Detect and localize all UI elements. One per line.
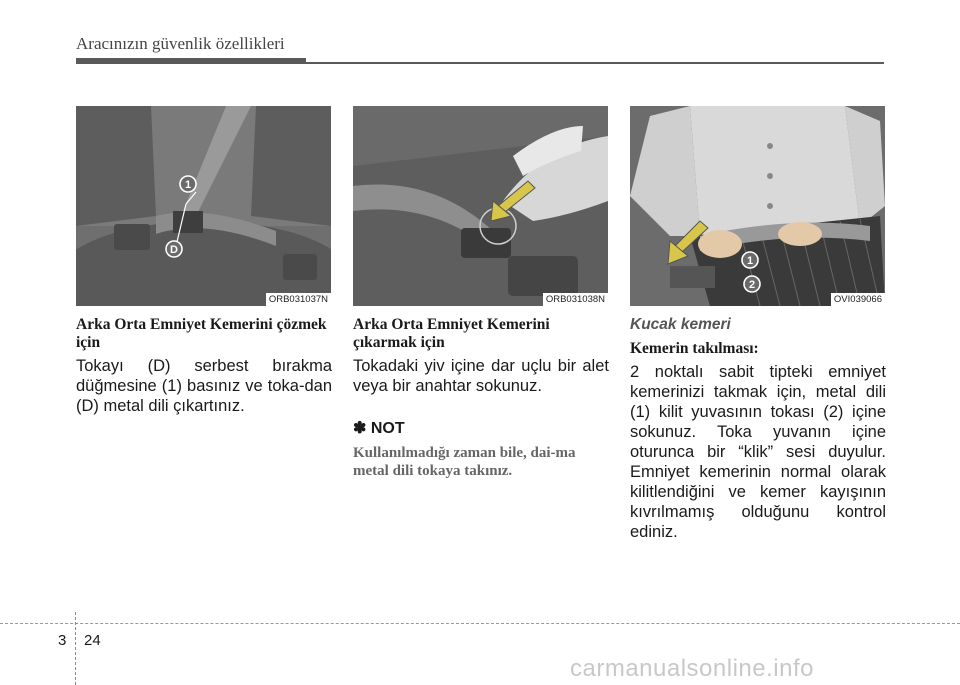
callout-1-icon	[740, 250, 760, 270]
image-code: OVI039066	[831, 293, 885, 306]
callout-1-icon	[178, 174, 198, 194]
note-body: Kullanılmadığı zaman bile, dai-ma metal dili tokaya takınız.	[353, 445, 576, 479]
column-left	[76, 316, 332, 416]
footer-divider	[75, 612, 76, 685]
section-body: Tokayı (D) serbest bırakma düğmesine (1) basınız ve toka-dan (D) metal dili çıkartınız.	[76, 357, 332, 415]
section-body: 2 noktalı sabit tipteki emniyet kemerinizi takmak için, metal dili (1) kilit yuvasının tokası (2) içine sokunuz. Toka yuvanın içine oturunca bir “klik” sesi duyulur. Emniyet kemerinin normal olarak kilitlendiğini ve kemer kayışının kıvrılmamış olduğunu kontrol ediniz.	[630, 363, 886, 541]
callout-d-icon	[164, 239, 184, 259]
section-body: Tokadaki yiv içine dar uçlu bir alet veya bir anahtar sokunuz.	[353, 357, 609, 395]
callout-2-icon	[742, 274, 762, 294]
svg-text:1: 1	[746, 255, 754, 267]
photo-buckle-removal	[353, 106, 608, 306]
column-right	[630, 316, 886, 542]
svg-text:D: D	[170, 244, 178, 256]
page-header-title: Aracınızın güvenlik özellikleri	[76, 34, 285, 53]
page-number: 24	[84, 632, 101, 649]
header-rule-thin	[306, 62, 884, 64]
section-title: Kucak kemeri	[630, 316, 731, 333]
section-heading: Arka Orta Emniyet Kemerini çözmek için	[76, 316, 327, 351]
section-heading: Arka Orta Emniyet Kemerini çıkarmak için	[353, 316, 550, 351]
chapter-number: 3	[58, 632, 67, 649]
section-heading: Kemerin takılması:	[630, 340, 759, 357]
svg-text:2: 2	[748, 279, 756, 291]
footer-rule	[0, 623, 960, 624]
image-code: ORB031038N	[543, 293, 608, 306]
photo-buckle-release	[76, 106, 331, 306]
column-middle	[353, 316, 609, 480]
header-rule-thick	[76, 58, 306, 64]
watermark: carmanualsonline.info	[570, 655, 814, 682]
svg-text:1: 1	[184, 179, 192, 191]
image-code: ORB031037N	[266, 293, 331, 306]
note-title: ✽ NOT	[353, 420, 405, 437]
photo-lap-belt-fastening	[630, 106, 885, 306]
